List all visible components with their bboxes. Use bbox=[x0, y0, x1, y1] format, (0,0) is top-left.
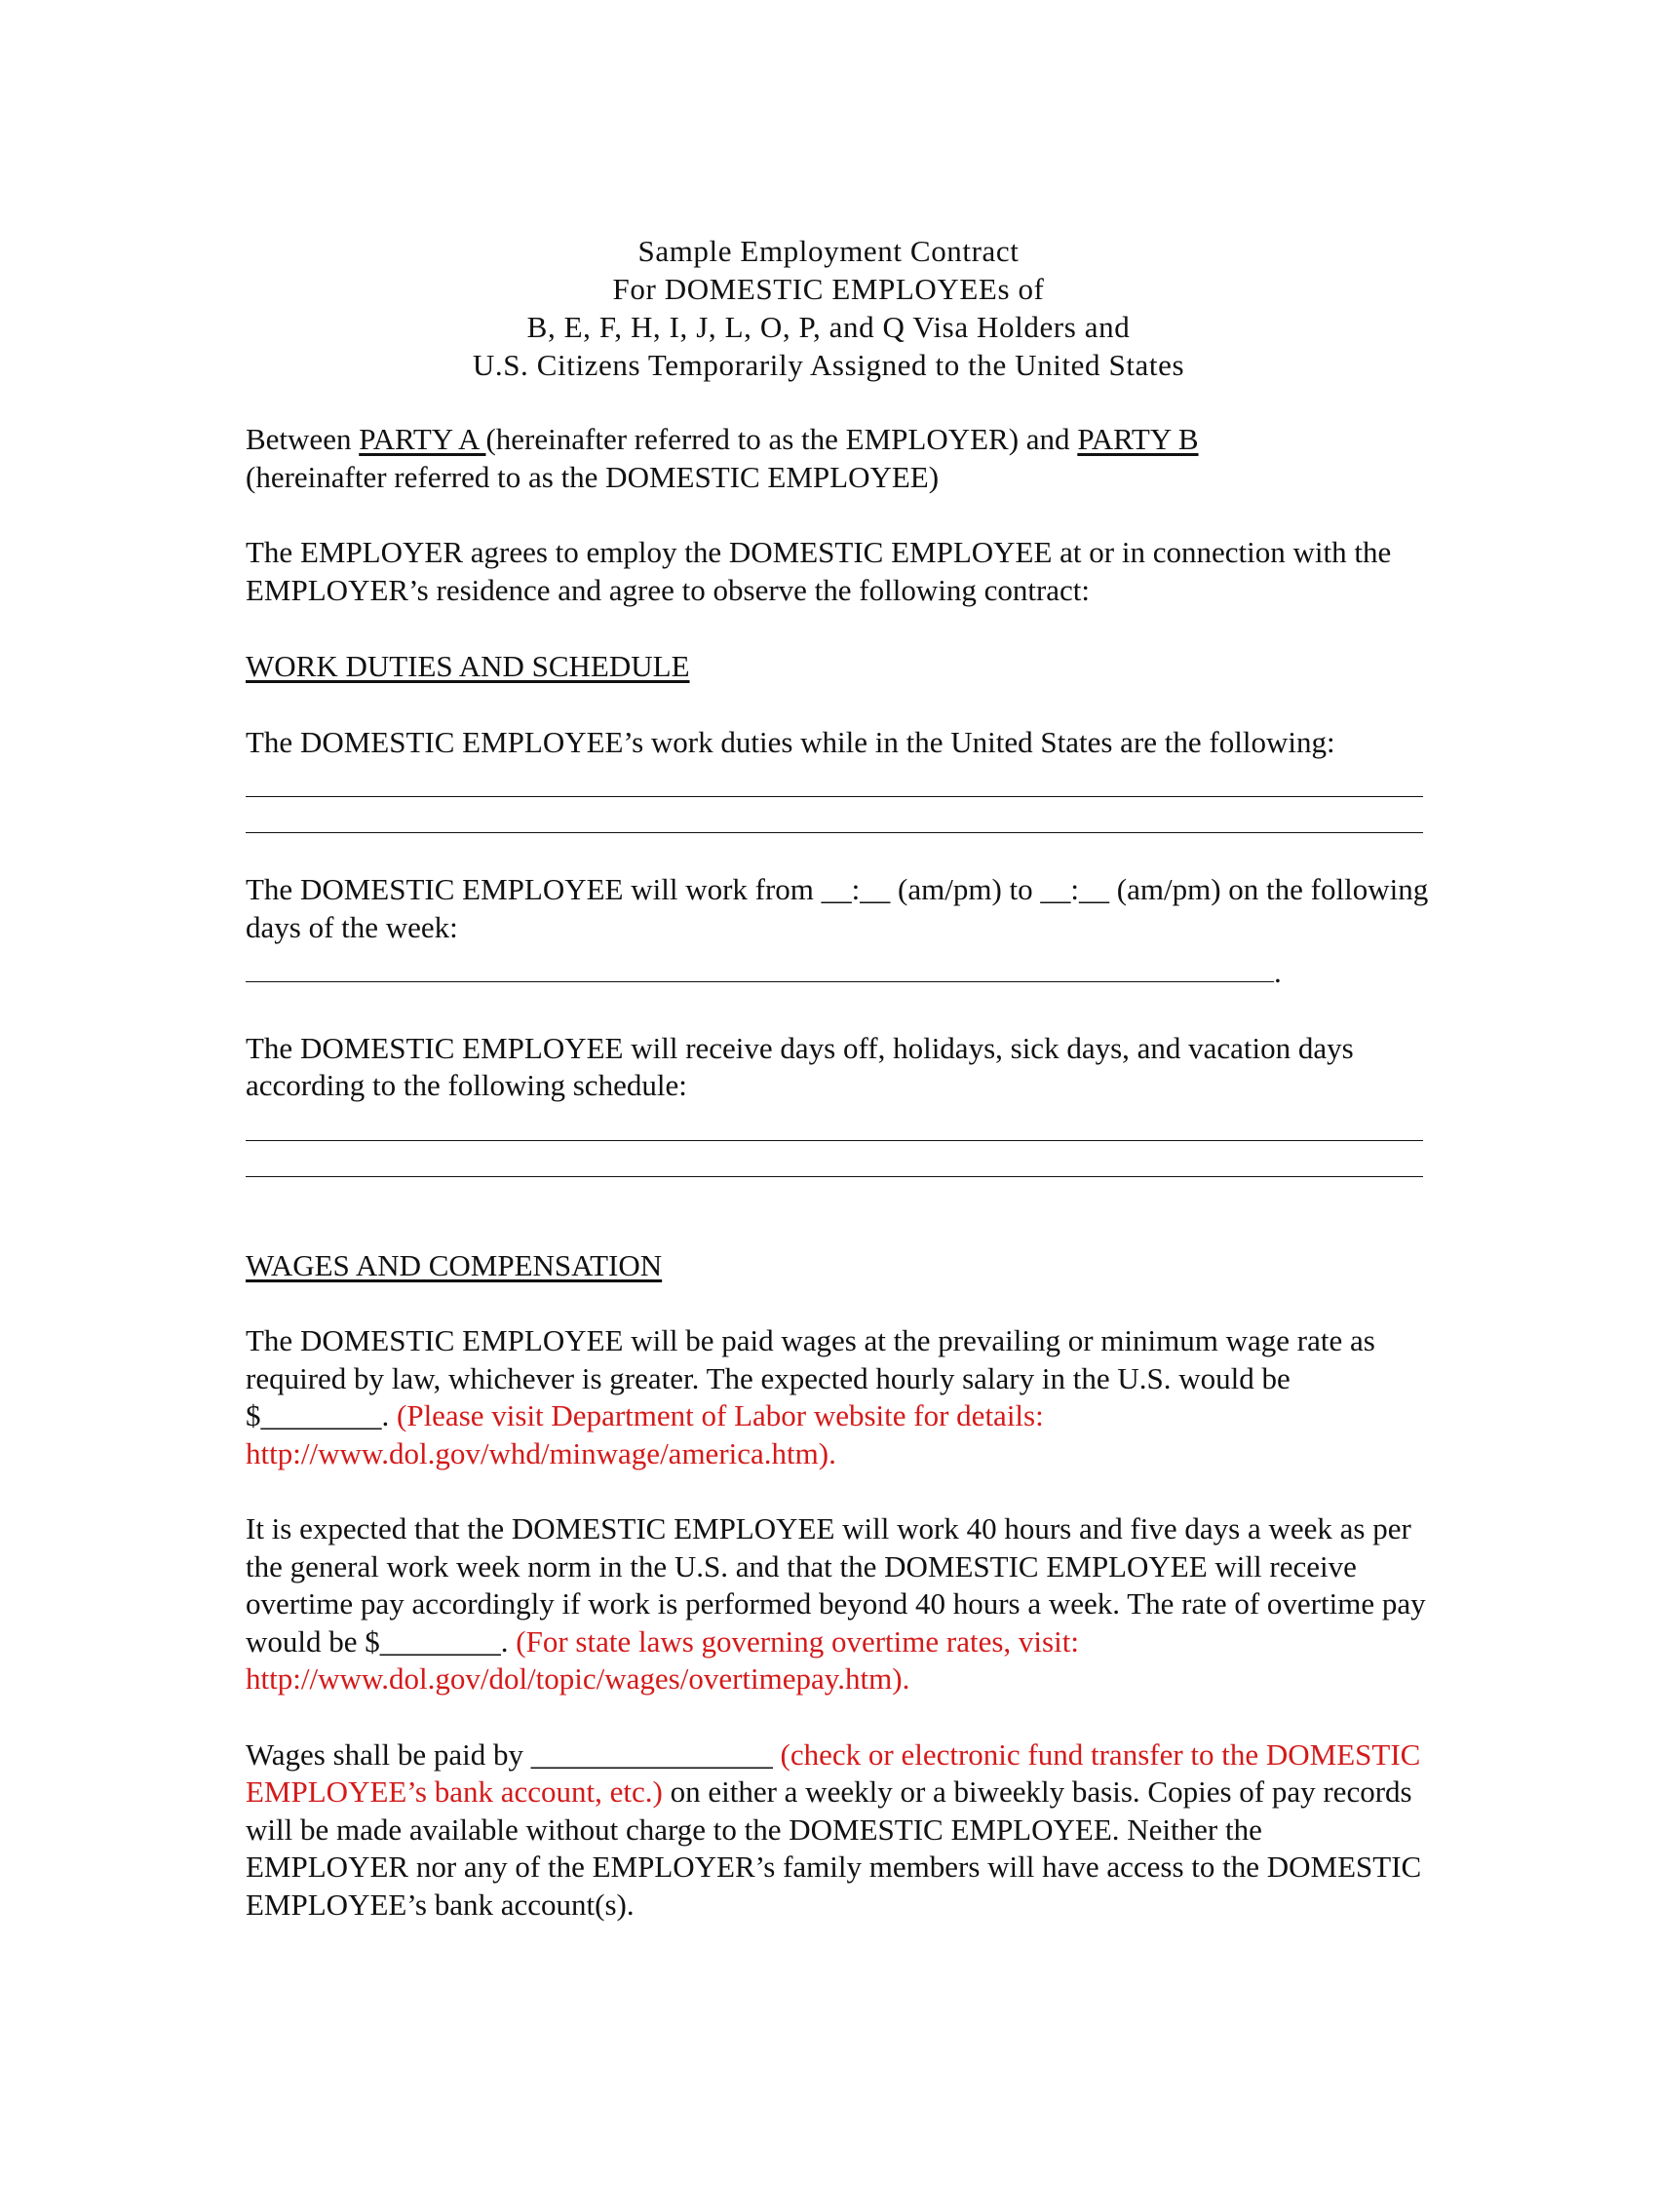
start-time-blank[interactable]: __:__ bbox=[821, 872, 891, 906]
hours-text-b: (am/pm) to bbox=[890, 872, 1041, 906]
hours-text-c: (am/pm) on the following days of the week: bbox=[246, 872, 1429, 944]
title-line-3: B, E, F, H, I, J, L, O, P, and Q Visa Holders and bbox=[526, 310, 1131, 344]
work-days-line bbox=[246, 946, 1430, 992]
wages-paragraph-2 bbox=[246, 1510, 1430, 1698]
work-days-fill-line[interactable] bbox=[246, 946, 1274, 982]
between-text: Between bbox=[246, 422, 360, 456]
duties-fill-line-1[interactable] bbox=[246, 761, 1423, 797]
work-section-heading bbox=[246, 648, 1430, 686]
wages-p1-period: . bbox=[381, 1398, 397, 1432]
work-hours-paragraph bbox=[246, 871, 1430, 946]
payment-method-blank[interactable]: ________________ bbox=[530, 1736, 773, 1772]
document-body bbox=[246, 421, 1430, 1924]
party-a-label: PARTY A bbox=[359, 422, 486, 456]
wages-p3-text-a: Wages shall be paid by bbox=[246, 1736, 531, 1772]
party-a-description: (hereinafter referred to as the EMPLOYER) and bbox=[485, 422, 1078, 456]
document-title bbox=[0, 232, 1657, 384]
party-b-label: PARTY B bbox=[1077, 422, 1199, 456]
payment-method-note: (check or electronic fund transfer to the DOMESTIC EMPLOYEE’s bank account, etc.) bbox=[246, 1736, 1421, 1809]
title-line-4: U.S. Citizens Temporarily Assigned to the United States bbox=[472, 348, 1185, 382]
overtime-note: (For state laws governing overtime rates, visit: http://www.dol.gov/dol/topic/wages/overtimepay.htm). bbox=[246, 1623, 1079, 1696]
end-time-blank[interactable]: __:__ bbox=[1040, 872, 1110, 906]
wages-p1-text: The DOMESTIC EMPLOYEE will be paid wages at the prevailing or minimum wage rate as required by law, whichever is greater. The expected hourly salary in the U.S. would be $ bbox=[246, 1323, 1375, 1432]
work-heading-text: WORK DUTIES AND SCHEDULE bbox=[246, 649, 690, 683]
hours-text-a: The DOMESTIC EMPLOYEE will work from bbox=[246, 872, 822, 906]
days-off-fill-line-1[interactable] bbox=[246, 1105, 1423, 1141]
wages-paragraph-1 bbox=[246, 1322, 1430, 1472]
intro-paragraph: The EMPLOYER agrees to employ the DOMESTIC EMPLOYEE at or in connection with the EMPLOYER’s residence and agree to observe the following contract: bbox=[246, 535, 1392, 607]
work-days-period: . bbox=[1274, 955, 1282, 989]
wages-section-heading bbox=[246, 1247, 1430, 1285]
title-line-2: For DOMESTIC EMPLOYEEs of bbox=[612, 272, 1045, 306]
hourly-salary-blank[interactable]: ________ bbox=[260, 1398, 382, 1432]
title-line-1: Sample Employment Contract bbox=[637, 234, 1020, 268]
wages-paragraph-3 bbox=[246, 1736, 1430, 1925]
wages-p2-period: . bbox=[500, 1623, 517, 1659]
days-off-fill-line-2[interactable] bbox=[246, 1141, 1423, 1177]
minimum-wage-note: (Please visit Department of Labor website for details: http://www.dol.gov/whd/minwage/america.htm). bbox=[246, 1398, 1044, 1470]
overtime-rate-blank[interactable]: ________ bbox=[379, 1623, 501, 1659]
wages-heading-text: WAGES AND COMPENSATION bbox=[246, 1247, 663, 1282]
days-off-paragraph: The DOMESTIC EMPLOYEE will receive days off, holidays, sick days, and vacation days according to the following schedule: bbox=[246, 1030, 1354, 1102]
parties-paragraph bbox=[246, 421, 1430, 496]
wages-p3-text-b: on either a weekly or a biweekly basis. Copies of pay records will be made available without charge to the DOMESTIC EMPLOYEE. Neither the EMPLOYER nor any of the EMPLOYER’s family members will have access to the DOMESTIC EMPLOYEE’s bank account(s). bbox=[246, 1774, 1422, 1922]
wages-p2-text: It is expected that the DOMESTIC EMPLOYEE will work 40 hours and five days a week as per the general work week norm in the U.S. and that the DOMESTIC EMPLOYEE will receive overtime pay accordingly if work is performed beyond 40 hours a week. The rate of overtime pay would be $ bbox=[246, 1511, 1426, 1659]
work-duties-paragraph: The DOMESTIC EMPLOYEE’s work duties while in the United States are the following: bbox=[246, 724, 1335, 759]
party-b-description: (hereinafter referred to as the DOMESTIC EMPLOYEE) bbox=[246, 459, 940, 494]
duties-fill-line-2[interactable] bbox=[246, 797, 1423, 833]
